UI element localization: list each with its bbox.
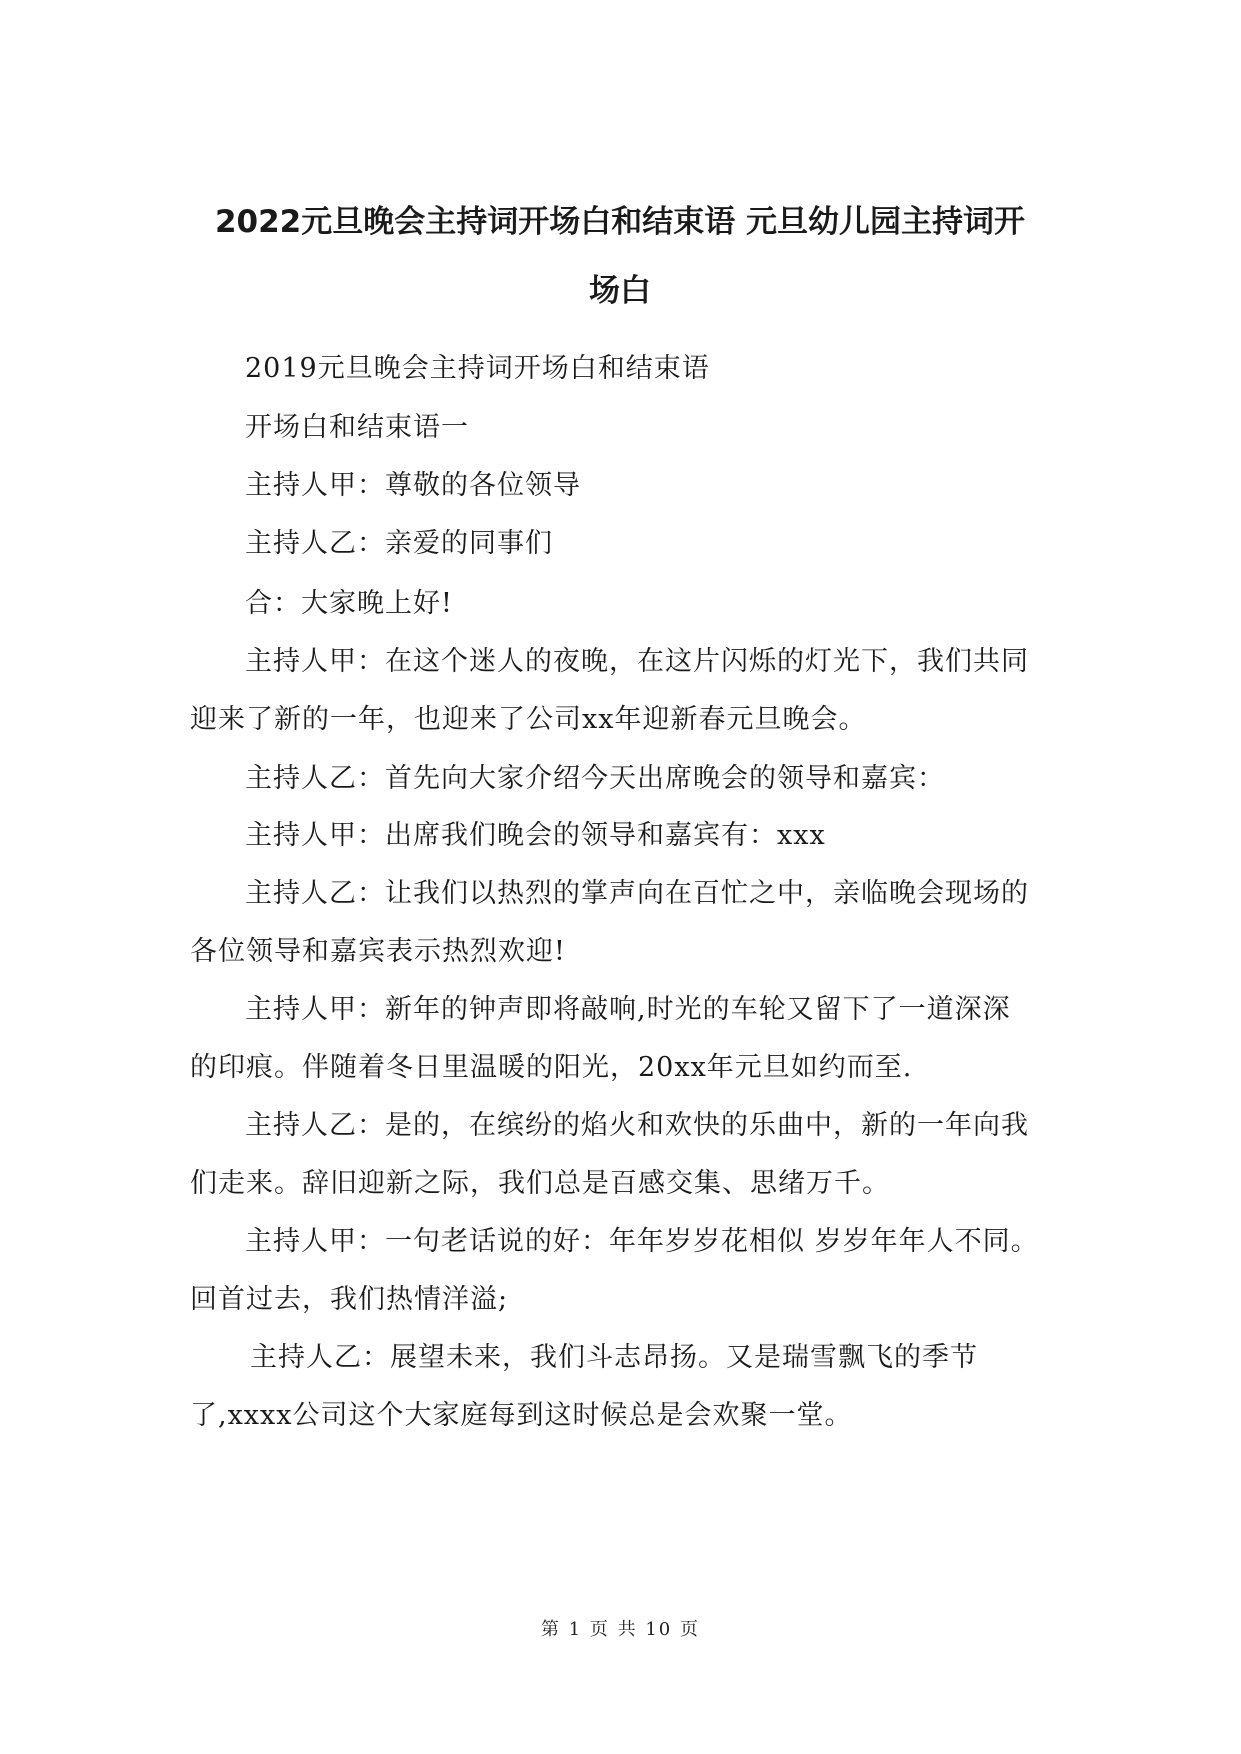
body-line: 各位领导和嘉宾表示热烈欢迎! <box>190 936 566 967</box>
document-title-line-2: 场白 <box>589 273 651 309</box>
body-line: 了,xxxx公司这个大家庭每到这时候总是会欢聚一堂。 <box>190 1400 853 1431</box>
body-line: 主持人甲：出席我们晚会的领导和嘉宾有：xxx <box>245 820 826 851</box>
page-footer: 第 1 页 共 10 页 <box>541 1619 700 1640</box>
body-line: 们走来。辞旧迎新之际，我们总是百感交集、思绪万千。 <box>190 1168 890 1199</box>
body-line: 主持人甲：一句老话说的好：年年岁岁花相似 岁岁年年人不同。 <box>245 1226 1039 1257</box>
body-line: 主持人乙：首先向大家介绍今天出席晚会的领导和嘉宾： <box>245 763 945 794</box>
body-line: 回首过去，我们热情洋溢; <box>190 1284 509 1315</box>
body-line: 开场白和结束语一 <box>245 412 469 443</box>
body-line: 主持人乙：展望未来，我们斗志昂扬。又是瑞雪飘飞的季节 <box>250 1342 978 1373</box>
body-line: 主持人乙：让我们以热烈的掌声向在百忙之中，亲临晚会现场的 <box>245 878 1029 909</box>
body-line: 主持人甲：在这个迷人的夜晚，在这片闪烁的灯光下，我们共同 <box>245 646 1029 677</box>
body-line: 主持人甲：新年的钟声即将敲响,时光的车轮又留下了一道深深 <box>245 994 1011 1025</box>
body-line: 2019元旦晚会主持词开场白和结束语 <box>245 353 710 384</box>
body-line: 迎来了新的一年，也迎来了公司xx年迎新春元旦晚会。 <box>190 704 867 735</box>
body-line: 主持人甲：尊敬的各位领导 <box>245 470 581 501</box>
body-line: 合：大家晚上好! <box>245 588 453 619</box>
body-line: 主持人乙：是的，在缤纷的焰火和欢快的乐曲中，新的一年向我 <box>245 1110 1029 1141</box>
body-line: 主持人乙：亲爱的同事们 <box>245 528 553 559</box>
document-title-line-1: 2022元旦晚会主持词开场白和结束语 元旦幼儿园主持词开 <box>214 204 1026 240</box>
body-line: 的印痕。伴随着冬日里温暖的阳光，20xx年元旦如约而至. <box>190 1052 913 1083</box>
